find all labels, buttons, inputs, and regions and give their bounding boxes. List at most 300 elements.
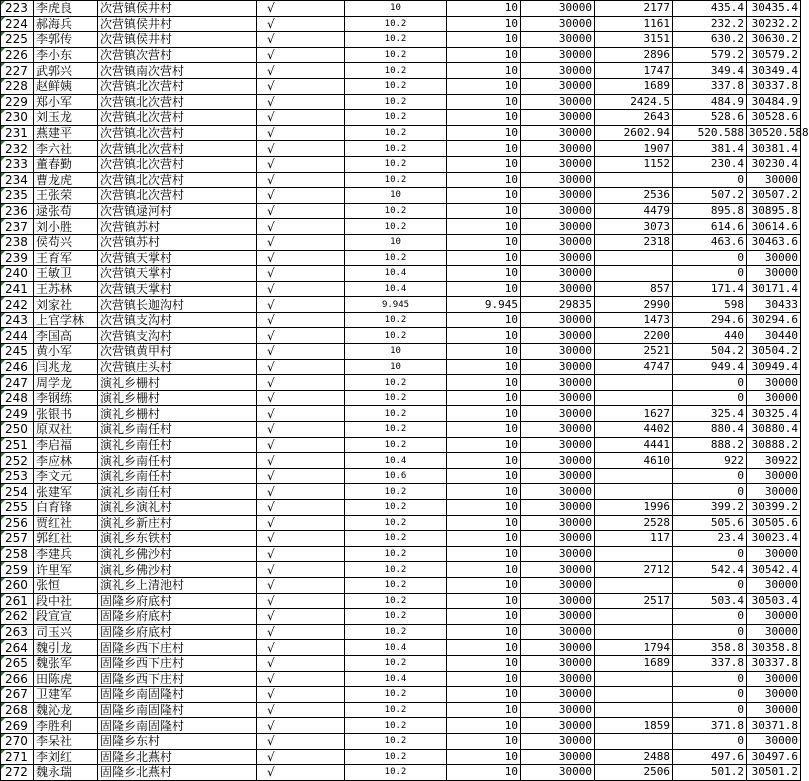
value-a-cell: 1747 — [595, 63, 673, 79]
table-row — [1, 546, 801, 562]
table-row — [1, 453, 801, 469]
row-number-cell: 249 — [1, 406, 34, 422]
base-amount-cell: 30000 — [521, 234, 595, 250]
row-number-cell: 230 — [1, 110, 34, 126]
table-row — [1, 47, 801, 63]
value-a-cell — [595, 250, 673, 266]
row-number-cell: 254 — [1, 484, 34, 500]
rate-cell: 10.2 — [345, 203, 447, 219]
value-a-cell: 4747 — [595, 359, 673, 375]
table-row — [1, 375, 801, 391]
value-a-cell — [595, 546, 673, 562]
row-number-cell: 270 — [1, 733, 34, 749]
value-b-cell: 0 — [673, 624, 747, 640]
address-cell: 次营镇黄甲村 — [98, 344, 257, 360]
address-cell: 演礼乡南任村 — [98, 422, 257, 438]
rate-cell: 10.2 — [345, 110, 447, 126]
area-cell: 10 — [447, 500, 521, 516]
check-cell: √ — [257, 500, 345, 516]
check-cell: √ — [257, 110, 345, 126]
base-amount-cell: 30000 — [521, 765, 595, 781]
rate-cell: 10.2 — [345, 219, 447, 235]
value-a-cell: 2602.94 — [595, 125, 673, 141]
total-cell: 30888.2 — [747, 437, 801, 453]
name-cell: 李郭传 — [34, 32, 98, 48]
value-b-cell: 232.2 — [673, 16, 747, 32]
row-number-cell: 238 — [1, 234, 34, 250]
rate-cell: 10.2 — [345, 718, 447, 734]
value-a-cell: 1161 — [595, 16, 673, 32]
rate-cell: 10.2 — [345, 765, 447, 781]
row-number-cell: 237 — [1, 219, 34, 235]
value-b-cell: 337.8 — [673, 78, 747, 94]
address-cell: 固隆乡南固隆村 — [98, 687, 257, 703]
rate-cell: 10.2 — [345, 500, 447, 516]
check-cell: √ — [257, 32, 345, 48]
table-row — [1, 624, 801, 640]
table-body — [1, 1, 809, 781]
total-cell: 30000 — [747, 375, 801, 391]
row-number-cell: 253 — [1, 468, 34, 484]
row-number-cell: 261 — [1, 593, 34, 609]
row-number-cell: 226 — [1, 47, 34, 63]
value-b-cell: 528.6 — [673, 110, 747, 126]
name-cell: 赵鲜姨 — [34, 78, 98, 94]
value-a-cell: 117 — [595, 531, 673, 547]
value-b-cell: 23.4 — [673, 531, 747, 547]
check-cell: √ — [257, 359, 345, 375]
value-a-cell — [595, 624, 673, 640]
table-row — [1, 671, 801, 687]
check-cell: √ — [257, 577, 345, 593]
total-cell: 30000 — [747, 671, 801, 687]
address-cell: 次营镇支沟村 — [98, 328, 257, 344]
base-amount-cell: 30000 — [521, 437, 595, 453]
row-number-cell: 227 — [1, 63, 34, 79]
row-number-cell: 252 — [1, 453, 34, 469]
name-cell: 魏永瑞 — [34, 765, 98, 781]
rate-cell: 10.2 — [345, 156, 447, 172]
base-amount-cell: 30000 — [521, 188, 595, 204]
base-amount-cell: 30000 — [521, 328, 595, 344]
address-cell: 固隆乡府底村 — [98, 624, 257, 640]
value-a-cell — [595, 702, 673, 718]
value-b-cell: 0 — [673, 671, 747, 687]
rate-cell: 10 — [345, 188, 447, 204]
name-cell: 郝海兵 — [34, 16, 98, 32]
row-number-cell: 256 — [1, 515, 34, 531]
value-b-cell: 349.4 — [673, 63, 747, 79]
name-cell: 李国高 — [34, 328, 98, 344]
value-a-cell: 1152 — [595, 156, 673, 172]
check-cell: √ — [257, 156, 345, 172]
name-cell: 段中社 — [34, 593, 98, 609]
area-cell: 10 — [447, 78, 521, 94]
area-cell: 10 — [447, 733, 521, 749]
value-b-cell: 435.4 — [673, 1, 747, 17]
check-cell: √ — [257, 312, 345, 328]
total-cell: 30230.4 — [747, 156, 801, 172]
value-b-cell: 895.8 — [673, 203, 747, 219]
total-cell: 30232.2 — [747, 16, 801, 32]
value-a-cell — [595, 172, 673, 188]
rate-cell: 10.2 — [345, 94, 447, 110]
value-b-cell: 579.2 — [673, 47, 747, 63]
base-amount-cell: 30000 — [521, 406, 595, 422]
base-amount-cell: 30000 — [521, 500, 595, 516]
area-cell: 10 — [447, 562, 521, 578]
area-cell: 10 — [447, 141, 521, 157]
row-number-cell: 246 — [1, 359, 34, 375]
name-cell: 武郭兴 — [34, 63, 98, 79]
rate-cell: 10.2 — [345, 577, 447, 593]
check-cell: √ — [257, 422, 345, 438]
value-a-cell — [595, 484, 673, 500]
rate-cell: 10.2 — [345, 406, 447, 422]
total-cell: 30000 — [747, 624, 801, 640]
table-row — [1, 328, 801, 344]
name-cell: 王敏卫 — [34, 266, 98, 282]
value-b-cell: 949.4 — [673, 359, 747, 375]
value-a-cell: 2517 — [595, 593, 673, 609]
total-cell: 30614.6 — [747, 219, 801, 235]
row-number-cell: 264 — [1, 640, 34, 656]
base-amount-cell: 30000 — [521, 546, 595, 562]
rate-cell: 10.2 — [345, 32, 447, 48]
value-b-cell: 520.588 — [673, 125, 747, 141]
table-row — [1, 500, 801, 516]
area-cell: 10 — [447, 375, 521, 391]
name-cell: 王张荣 — [34, 188, 98, 204]
value-a-cell: 2521 — [595, 344, 673, 360]
value-a-cell: 4479 — [595, 203, 673, 219]
check-cell: √ — [257, 624, 345, 640]
area-cell: 10 — [447, 312, 521, 328]
table-row — [1, 297, 801, 313]
base-amount-cell: 30000 — [521, 687, 595, 703]
address-cell: 次营镇苏村 — [98, 234, 257, 250]
name-cell: 侯苟兴 — [34, 234, 98, 250]
row-number-cell: 233 — [1, 156, 34, 172]
rate-cell: 10 — [345, 234, 447, 250]
value-a-cell: 4402 — [595, 422, 673, 438]
check-cell: √ — [257, 375, 345, 391]
rate-cell: 10.2 — [345, 531, 447, 547]
total-cell: 30484.9 — [747, 94, 801, 110]
total-cell: 30435.4 — [747, 1, 801, 17]
check-cell: √ — [257, 593, 345, 609]
total-cell: 30381.4 — [747, 141, 801, 157]
value-b-cell: 371.8 — [673, 718, 747, 734]
check-cell: √ — [257, 203, 345, 219]
value-a-cell: 2896 — [595, 47, 673, 63]
area-cell: 10 — [447, 531, 521, 547]
value-a-cell: 2536 — [595, 188, 673, 204]
name-cell: 李小东 — [34, 47, 98, 63]
value-b-cell: 294.6 — [673, 312, 747, 328]
base-amount-cell: 30000 — [521, 640, 595, 656]
value-b-cell: 0 — [673, 609, 747, 625]
value-b-cell: 503.4 — [673, 593, 747, 609]
address-cell: 次营镇北次营村 — [98, 172, 257, 188]
total-cell: 30880.4 — [747, 422, 801, 438]
area-cell: 10 — [447, 437, 521, 453]
row-number-cell: 265 — [1, 655, 34, 671]
row-number-cell: 258 — [1, 546, 34, 562]
row-number-cell: 260 — [1, 577, 34, 593]
address-cell: 次营镇北次营村 — [98, 156, 257, 172]
area-cell: 10 — [447, 344, 521, 360]
area-cell: 10 — [447, 390, 521, 406]
row-number-cell: 228 — [1, 78, 34, 94]
row-number-cell: 263 — [1, 624, 34, 640]
address-cell: 固隆乡南固隆村 — [98, 702, 257, 718]
value-b-cell: 0 — [673, 484, 747, 500]
table-row — [1, 437, 801, 453]
row-number-cell: 240 — [1, 266, 34, 282]
area-cell: 10 — [447, 63, 521, 79]
name-cell: 许里军 — [34, 562, 98, 578]
table-row — [1, 141, 801, 157]
row-number-cell: 247 — [1, 375, 34, 391]
base-amount-cell: 30000 — [521, 468, 595, 484]
total-cell: 30503.4 — [747, 593, 801, 609]
area-cell: 10 — [447, 359, 521, 375]
area-cell: 10 — [447, 609, 521, 625]
base-amount-cell: 30000 — [521, 125, 595, 141]
address-cell: 次营镇北次营村 — [98, 125, 257, 141]
base-amount-cell: 30000 — [521, 624, 595, 640]
address-cell: 演礼乡栅村 — [98, 406, 257, 422]
base-amount-cell: 30000 — [521, 390, 595, 406]
address-cell: 次营镇天掌村 — [98, 250, 257, 266]
check-cell: √ — [257, 655, 345, 671]
base-amount-cell: 30000 — [521, 312, 595, 328]
value-a-cell: 1859 — [595, 718, 673, 734]
check-cell: √ — [257, 219, 345, 235]
check-cell: √ — [257, 344, 345, 360]
area-cell: 10 — [447, 32, 521, 48]
base-amount-cell: 30000 — [521, 655, 595, 671]
name-cell: 张银书 — [34, 406, 98, 422]
name-cell: 王苏林 — [34, 281, 98, 297]
base-amount-cell: 30000 — [521, 250, 595, 266]
rate-cell: 10.2 — [345, 47, 447, 63]
value-b-cell: 614.6 — [673, 219, 747, 235]
check-cell: √ — [257, 250, 345, 266]
table-row — [1, 640, 801, 656]
area-cell: 10 — [447, 110, 521, 126]
table-row — [1, 718, 801, 734]
table-row — [1, 125, 801, 141]
row-number-cell: 245 — [1, 344, 34, 360]
row-number-cell: 224 — [1, 16, 34, 32]
address-cell: 演礼乡南任村 — [98, 437, 257, 453]
area-cell: 10 — [447, 422, 521, 438]
area-cell: 10 — [447, 156, 521, 172]
row-number-cell: 248 — [1, 390, 34, 406]
base-amount-cell: 30000 — [521, 94, 595, 110]
value-b-cell: 325.4 — [673, 406, 747, 422]
table-row — [1, 562, 801, 578]
total-cell: 30000 — [747, 250, 801, 266]
value-a-cell: 4441 — [595, 437, 673, 453]
address-cell: 次营镇苏村 — [98, 219, 257, 235]
name-cell: 段宣宣 — [34, 609, 98, 625]
row-number-cell: 271 — [1, 749, 34, 765]
table-row — [1, 16, 801, 32]
name-cell: 刘玉龙 — [34, 110, 98, 126]
total-cell: 30000 — [747, 609, 801, 625]
name-cell: 李刘红 — [34, 749, 98, 765]
check-cell: √ — [257, 640, 345, 656]
base-amount-cell: 30000 — [521, 609, 595, 625]
rate-cell: 10.2 — [345, 733, 447, 749]
value-b-cell: 501.2 — [673, 765, 747, 781]
table-row — [1, 702, 801, 718]
value-b-cell: 0 — [673, 687, 747, 703]
value-b-cell: 598 — [673, 297, 747, 313]
base-amount-cell: 30000 — [521, 375, 595, 391]
value-b-cell: 504.2 — [673, 344, 747, 360]
check-cell: √ — [257, 406, 345, 422]
table-row — [1, 765, 801, 781]
name-cell: 李应林 — [34, 453, 98, 469]
area-cell: 10 — [447, 453, 521, 469]
check-cell: √ — [257, 531, 345, 547]
name-cell: 李六社 — [34, 141, 98, 157]
rate-cell: 10.2 — [345, 16, 447, 32]
base-amount-cell: 30000 — [521, 266, 595, 282]
row-number-cell: 225 — [1, 32, 34, 48]
rate-cell: 10.2 — [345, 78, 447, 94]
row-number-cell: 229 — [1, 94, 34, 110]
value-b-cell: 630.2 — [673, 32, 747, 48]
value-a-cell: 2488 — [595, 749, 673, 765]
name-cell: 李启福 — [34, 437, 98, 453]
check-cell: √ — [257, 188, 345, 204]
area-cell: 10 — [447, 577, 521, 593]
area-cell: 10 — [447, 250, 521, 266]
name-cell: 郑小军 — [34, 94, 98, 110]
name-cell: 李虎良 — [34, 1, 98, 17]
address-cell: 次营镇北次营村 — [98, 110, 257, 126]
check-cell: √ — [257, 141, 345, 157]
total-cell: 30000 — [747, 484, 801, 500]
name-cell: 黄小军 — [34, 344, 98, 360]
total-cell: 30000 — [747, 172, 801, 188]
name-cell: 董春勤 — [34, 156, 98, 172]
value-a-cell: 3073 — [595, 219, 673, 235]
value-a-cell: 2200 — [595, 328, 673, 344]
area-cell: 10 — [447, 671, 521, 687]
area-cell: 10 — [447, 406, 521, 422]
address-cell: 次营镇北次营村 — [98, 141, 257, 157]
rate-cell: 10 — [345, 1, 447, 17]
value-b-cell: 542.4 — [673, 562, 747, 578]
table-row — [1, 203, 801, 219]
value-a-cell — [595, 468, 673, 484]
base-amount-cell: 30000 — [521, 531, 595, 547]
value-b-cell: 463.6 — [673, 234, 747, 250]
area-cell: 10 — [447, 593, 521, 609]
row-number-cell: 244 — [1, 328, 34, 344]
total-cell: 30630.2 — [747, 32, 801, 48]
table-row — [1, 344, 801, 360]
rate-cell: 10 — [345, 359, 447, 375]
area-cell: 10 — [447, 624, 521, 640]
value-b-cell: 0 — [673, 390, 747, 406]
area-cell: 10 — [447, 687, 521, 703]
row-number-cell: 268 — [1, 702, 34, 718]
base-amount-cell: 30000 — [521, 281, 595, 297]
check-cell: √ — [257, 468, 345, 484]
value-a-cell: 2424.5 — [595, 94, 673, 110]
rate-cell: 10.2 — [345, 546, 447, 562]
value-b-cell: 0 — [673, 546, 747, 562]
row-number-cell: 234 — [1, 172, 34, 188]
address-cell: 次营镇逯河村 — [98, 203, 257, 219]
table-row — [1, 515, 801, 531]
total-cell: 30497.6 — [747, 749, 801, 765]
value-b-cell: 880.4 — [673, 422, 747, 438]
name-cell: 曹龙虎 — [34, 172, 98, 188]
check-cell: √ — [257, 16, 345, 32]
address-cell: 次营镇天掌村 — [98, 266, 257, 282]
table-row — [1, 468, 801, 484]
base-amount-cell: 30000 — [521, 453, 595, 469]
check-cell: √ — [257, 687, 345, 703]
name-cell: 李呆社 — [34, 733, 98, 749]
table-row — [1, 484, 801, 500]
row-number-cell: 272 — [1, 765, 34, 781]
total-cell: 30000 — [747, 687, 801, 703]
rate-cell: 10.2 — [345, 655, 447, 671]
name-cell: 魏张军 — [34, 655, 98, 671]
value-b-cell: 0 — [673, 702, 747, 718]
row-number-cell: 243 — [1, 312, 34, 328]
value-b-cell: 0 — [673, 375, 747, 391]
value-a-cell: 1473 — [595, 312, 673, 328]
rate-cell: 10.2 — [345, 624, 447, 640]
value-a-cell: 4610 — [595, 453, 673, 469]
total-cell: 30358.8 — [747, 640, 801, 656]
address-cell: 演礼乡南任村 — [98, 453, 257, 469]
table-row — [1, 422, 801, 438]
value-b-cell: 0 — [673, 577, 747, 593]
base-amount-cell: 30000 — [521, 484, 595, 500]
value-a-cell: 2506 — [595, 765, 673, 781]
table-row — [1, 390, 801, 406]
area-cell: 10 — [447, 328, 521, 344]
row-number-cell: 232 — [1, 141, 34, 157]
base-amount-cell: 30000 — [521, 110, 595, 126]
row-number-cell: 266 — [1, 671, 34, 687]
total-cell: 30000 — [747, 266, 801, 282]
value-b-cell: 337.8 — [673, 655, 747, 671]
area-cell: 10 — [447, 484, 521, 500]
address-cell: 固隆乡北燕村 — [98, 765, 257, 781]
total-cell: 30325.4 — [747, 406, 801, 422]
value-b-cell: 507.2 — [673, 188, 747, 204]
address-cell: 演礼乡佛沙村 — [98, 546, 257, 562]
table-row — [1, 172, 801, 188]
rate-cell: 10.2 — [345, 609, 447, 625]
rate-cell: 10.2 — [345, 375, 447, 391]
rate-cell: 10.2 — [345, 125, 447, 141]
address-cell: 固隆乡南固隆村 — [98, 718, 257, 734]
table-row — [1, 219, 801, 235]
